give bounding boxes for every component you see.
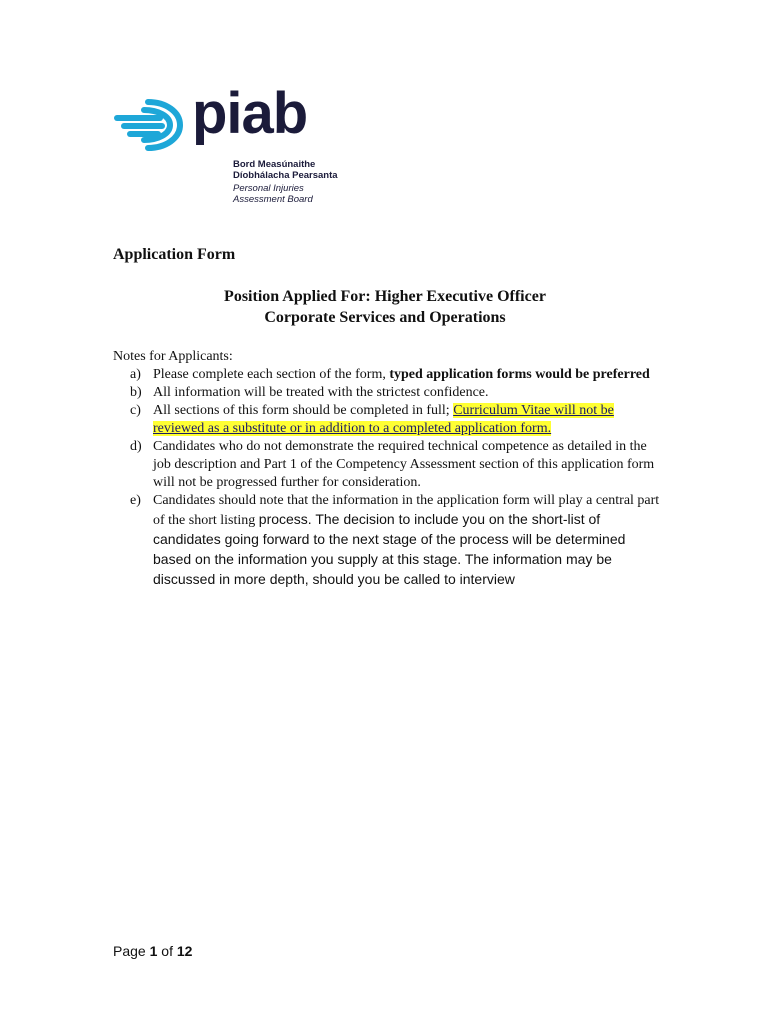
- page-title: Application Form: [113, 246, 236, 263]
- notes-list: [130, 366, 660, 590]
- brand-name: piab: [192, 81, 308, 146]
- list-item-text: All sections of this form should be completed in full;: [153, 403, 454, 418]
- list-item: [130, 402, 660, 438]
- list-item-label: e): [130, 493, 141, 508]
- list-item-highlight: Curriculum Vitae will not be reviewed as a substitute or in addition to a completed application form.: [153, 403, 614, 436]
- list-item: [130, 492, 660, 590]
- page-footer: [113, 943, 192, 959]
- list-item-text: Candidates should note that the information in the application form will play a central part of the short listing: [153, 493, 660, 528]
- brand-line-2: Díobhálacha Pearsanta: [233, 170, 338, 181]
- position-line-1: Position Applied For: Higher Executive Officer: [224, 288, 546, 305]
- list-item-text-sans: process. The decision to include you on the short-list of candidates going forward to the next stage of the process will be determined based on the information you supply at this stage. The information may be discussed in more depth, should you be called to interview: [153, 511, 626, 587]
- piab-logo-mark-icon: [114, 96, 186, 154]
- list-item-text: Candidates who do not demonstrate the required technical competence as detailed in the job description and Part 1 of the Competency Assessment section of this application form will not be progressed further for consideration.: [153, 439, 655, 490]
- page-total: 12: [176, 943, 193, 959]
- list-item-bold: typed application forms would be preferred: [389, 367, 650, 382]
- list-item-label: c): [130, 403, 141, 418]
- piab-logo: [114, 81, 354, 209]
- position-line-2: Corporate Services and Operations: [264, 309, 506, 326]
- list-item: [130, 384, 660, 402]
- page-word: Page: [113, 943, 146, 959]
- list-item-label: b): [130, 385, 142, 400]
- brand-line-4: Assessment Board: [233, 194, 313, 205]
- list-item-label: a): [130, 367, 141, 382]
- list-item-label: d): [130, 439, 142, 454]
- list-item: [130, 366, 660, 384]
- notes-heading: Notes for Applicants:: [113, 349, 233, 364]
- of-word: of: [161, 943, 173, 959]
- brand-line-3: Personal Injuries: [233, 183, 304, 194]
- page-current: 1: [149, 943, 158, 959]
- brand-line-1: Bord Measúnaithe: [233, 159, 316, 170]
- list-item-text: All information will be treated with the strictest confidence.: [153, 385, 489, 400]
- list-item: [130, 438, 660, 492]
- list-item-text: Please complete each section of the form,: [153, 367, 390, 382]
